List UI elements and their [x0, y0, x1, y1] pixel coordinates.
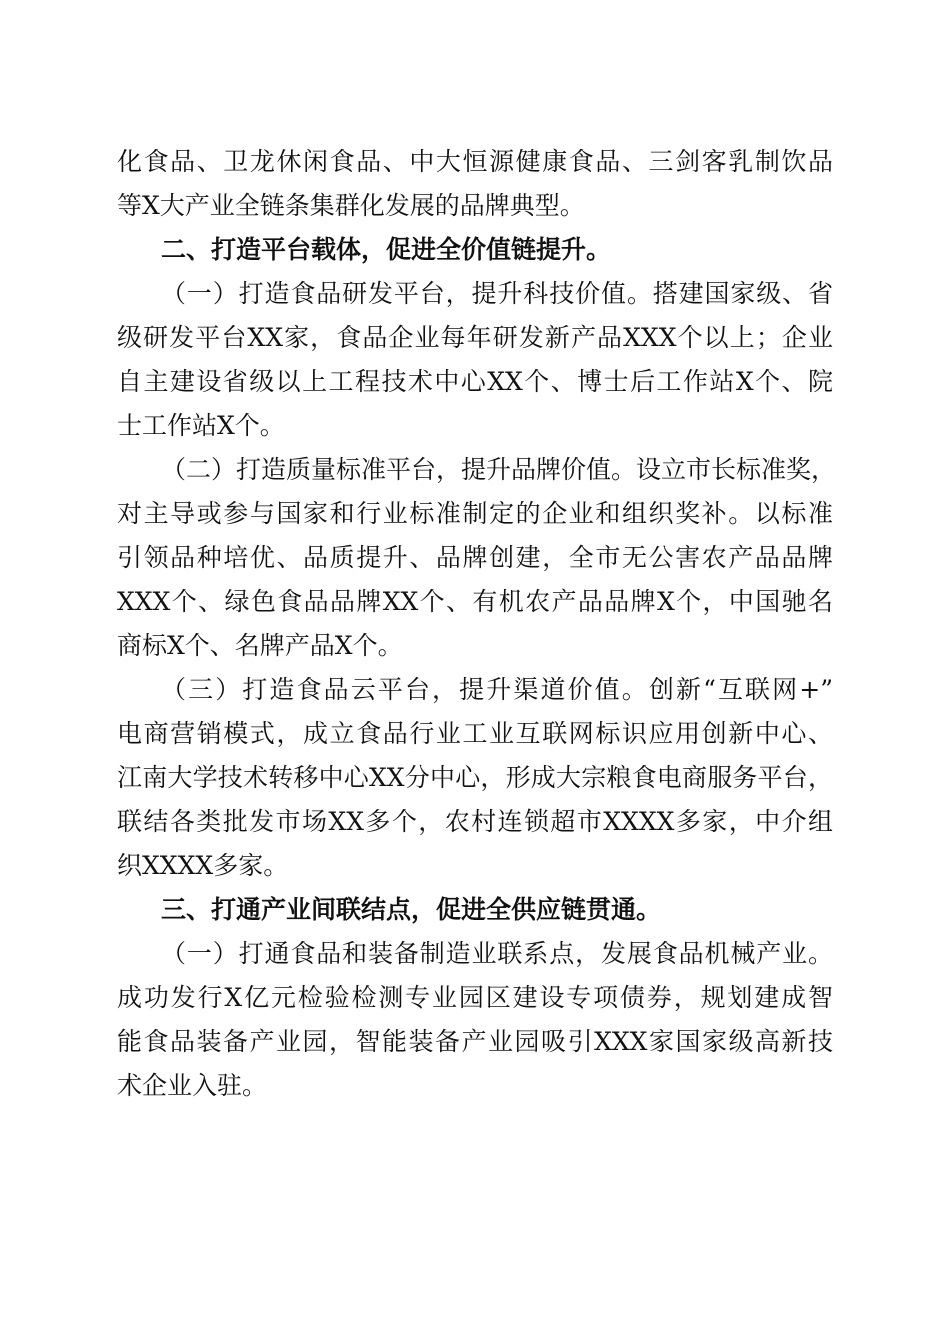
paragraph-quality-platform: [117, 448, 837, 668]
text-line: 引领品种培优、品质提升、品牌创建，全市无公害农产品品牌: [117, 543, 833, 572]
paragraph-cloud-platform: [117, 668, 833, 888]
section-heading: 三、打通产业间联结点，促进全供应链贯通。: [161, 895, 662, 924]
text-line: 等X大产业全链条集群化发展的品牌典型。: [117, 191, 585, 220]
text-line: 能食品装备产业园，智能装备产业园吸引XXX家国家级高新技: [117, 1027, 833, 1056]
text-line: （一）打通食品和装备制造业联系点，发展食品机械产业。: [161, 939, 833, 968]
text-line: 联结各类批发市场XX多个，农村连锁超市XXXX多家，中介组: [117, 807, 833, 836]
paragraph-equipment-link: [117, 932, 833, 1108]
text-line: （二）打造质量标准平台，提升品牌价值。设立市长标准奖，: [161, 455, 837, 484]
section-heading: 二、打造平台载体，促进全价值链提升。: [161, 235, 612, 264]
text-line: XXX个、绿色食品品牌XX个、有机农产品品牌X个，中国驰名: [117, 587, 833, 616]
text-line: （一）打造食品研发平台，提升科技价值。搭建国家级、省: [161, 279, 833, 308]
text-line: 级研发平台XX家，食品企业每年研发新产品XXX个以上；企业: [117, 323, 833, 352]
text-line: 商标X个、名牌产品X个。: [117, 631, 403, 660]
text-line: 化食品、卫龙休闲食品、中大恒源健康食品、三剑客乳制饮品: [117, 147, 833, 176]
text-line: 对主导或参与国家和行业标准制定的企业和组织奖补。以标准: [117, 499, 833, 528]
text-line: （三）打造食品云平台，提升渠道价值。创新“互联网+”: [161, 675, 833, 704]
text-line: 电商营销模式，成立食品行业工业互联网标识应用创新中心、: [117, 719, 833, 748]
document-page: [117, 140, 837, 1108]
paragraph-rd-platform: [117, 272, 833, 448]
text-line: 江南大学技术转移中心XX分中心，形成大宗粮食电商服务平台，: [117, 763, 833, 792]
section-heading-2: [117, 228, 833, 272]
text-line: 术企业入驻。: [117, 1071, 268, 1100]
text-line: 织XXXX多家。: [117, 851, 289, 880]
text-line: 士工作站X个。: [117, 411, 285, 440]
paragraph-brand-models: [117, 140, 833, 228]
text-line: 成功发行X亿元检验检测专业园区建设专项债券，规划建成智: [117, 983, 833, 1012]
text-line: 自主建设省级以上工程技术中心XX个、博士后工作站X个、院: [117, 367, 833, 396]
section-heading-3: [117, 888, 833, 932]
